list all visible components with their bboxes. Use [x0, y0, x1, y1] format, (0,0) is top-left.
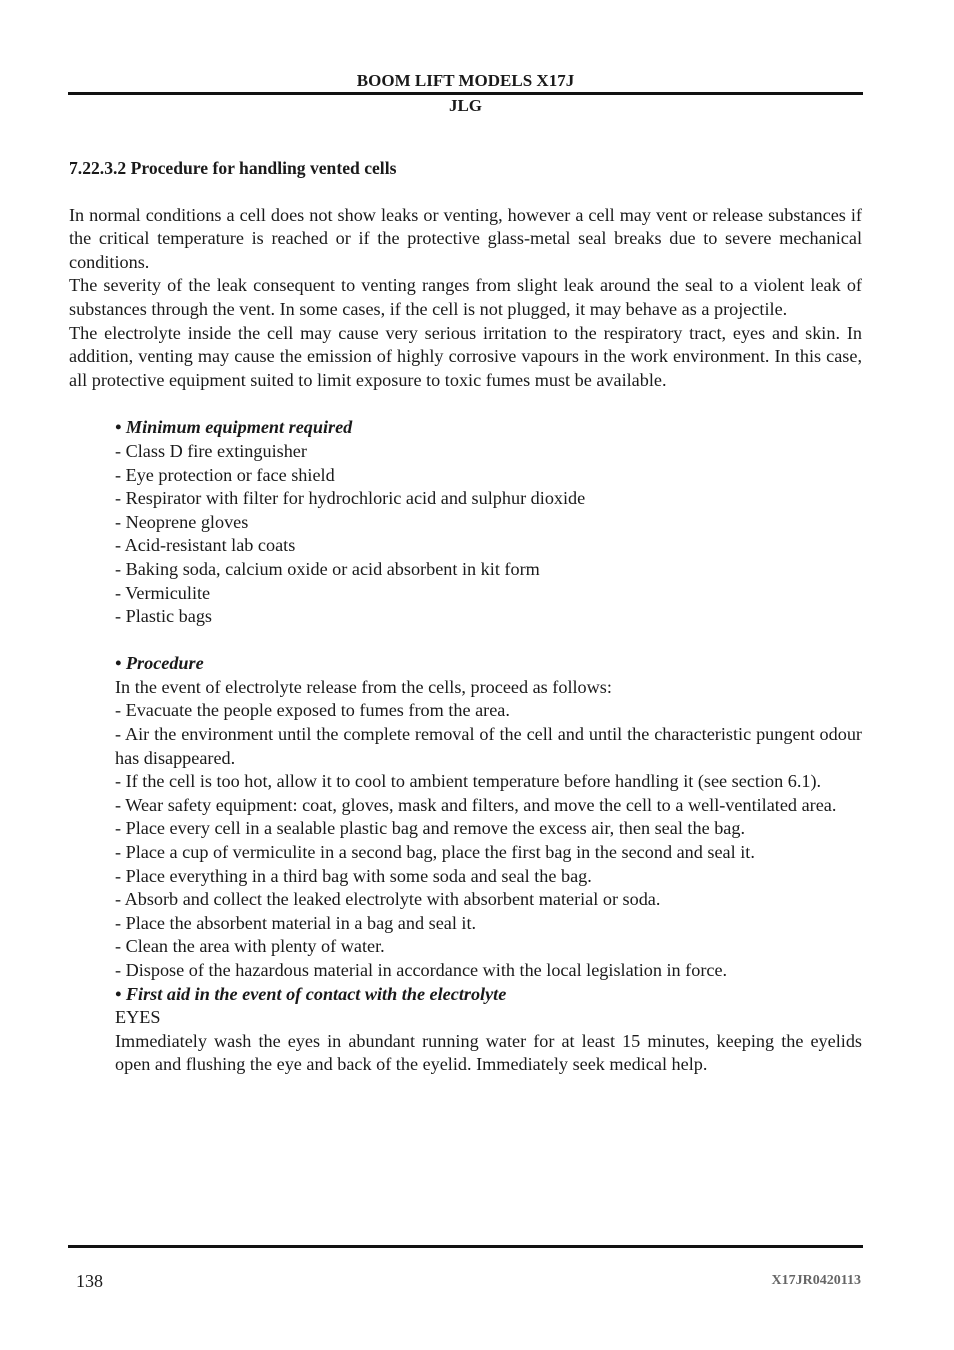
procedure-heading: • Procedure — [115, 653, 204, 674]
first-aid-heading: • First aid in the event of contact with the electrolyte — [115, 983, 507, 1004]
procedure-step: - Clean the area with plenty of water. — [115, 936, 385, 957]
equipment-item: - Eye protection or face shield — [115, 464, 335, 485]
first-aid-subheading: EYES — [115, 1007, 161, 1028]
procedure-step: - Dispose of the hazardous material in accordance with the local legislation in force. — [115, 960, 728, 980]
section-heading: 7.22.3.2 Procedure for handling vented cells — [69, 158, 397, 178]
equipment-item: - Acid-resistant lab coats — [115, 535, 296, 556]
header-title: BOOM LIFT MODELS X17J — [356, 71, 575, 90]
intro-paragraph-2: The severity of the leak consequent to venting ranges from slight leak around the seal to a violent leak of substances through the vent. In some cases, if the cell is not plugged, it may behave as a projectile. — [69, 275, 862, 319]
procedure-step: - Absorb and collect the leaked electrolyte with absorbent material or soda. — [115, 889, 661, 910]
procedure-step: - Place the absorbent material in a bag and seal it. — [115, 912, 477, 933]
spacer — [115, 629, 862, 653]
procedure-step: - Place every cell in a sealable plastic bag and remove the excess air, then seal the bag. — [115, 818, 745, 839]
intro-paragraph-1: In normal conditions a cell does not show leaks or venting, however a cell may vent or release substances if the critical temperature is reached or if the protective glass-metal seal breaks due to severe mechanical conditions. — [69, 204, 862, 272]
procedure-step: - If the cell is too hot, allow it to cool to ambient temperature before handling it (see section 6.1). — [115, 771, 822, 792]
equipment-item: - Class D fire extinguisher — [115, 440, 307, 461]
header-brand: JLG — [448, 96, 483, 115]
procedure-step: - Evacuate the people exposed to fumes from the area. — [115, 700, 510, 721]
equipment-item: - Neoprene gloves — [115, 511, 249, 532]
equipment-item: - Baking soda, calcium oxide or acid absorbent in kit form — [115, 558, 540, 579]
equipment-item: - Vermiculite — [115, 582, 211, 603]
page-number: 138 — [76, 1271, 103, 1291]
footer-rule — [68, 1245, 863, 1248]
equipment-item: - Respirator with filter for hydrochloric acid and sulphur dioxide — [115, 488, 586, 509]
first-aid-text: Immediately wash the eyes in abundant running water for at least 15 minutes, keeping the eyelids open and flushing the eye and back of the eyelid. Immediately seek medical help. — [115, 1030, 862, 1075]
document-code: X17JR0420113 — [771, 1273, 861, 1288]
procedure-step: - Place a cup of vermiculite in a second bag, place the first bag in the second and seal it. — [115, 842, 755, 863]
procedure-step: - Air the environment until the complete removal of the cell and until the characteristic pungent odour has disappeared. — [115, 724, 862, 768]
intro-paragraph-3: The electrolyte inside the cell may cause very serious irritation to the respiratory tract, eyes and skin. In addition, venting may cause the emission of highly corrosive vapours in the work environment. In this case, all protective equipment suited to limit exposure to toxic fumes must be available. — [69, 322, 862, 390]
equipment-heading: • Minimum equipment required — [115, 417, 353, 438]
procedure-step: - Wear safety equipment: coat, gloves, mask and filters, and move the cell to a well-ventilated area. — [115, 794, 837, 815]
equipment-item: - Plastic bags — [115, 606, 212, 627]
procedure-step: - Place everything in a third bag with some soda and seal the bag. — [115, 865, 592, 886]
equipment-block — [115, 416, 862, 1077]
procedure-intro: In the event of electrolyte release from the cells, proceed as follows: — [115, 676, 612, 697]
page-content — [69, 157, 862, 1077]
